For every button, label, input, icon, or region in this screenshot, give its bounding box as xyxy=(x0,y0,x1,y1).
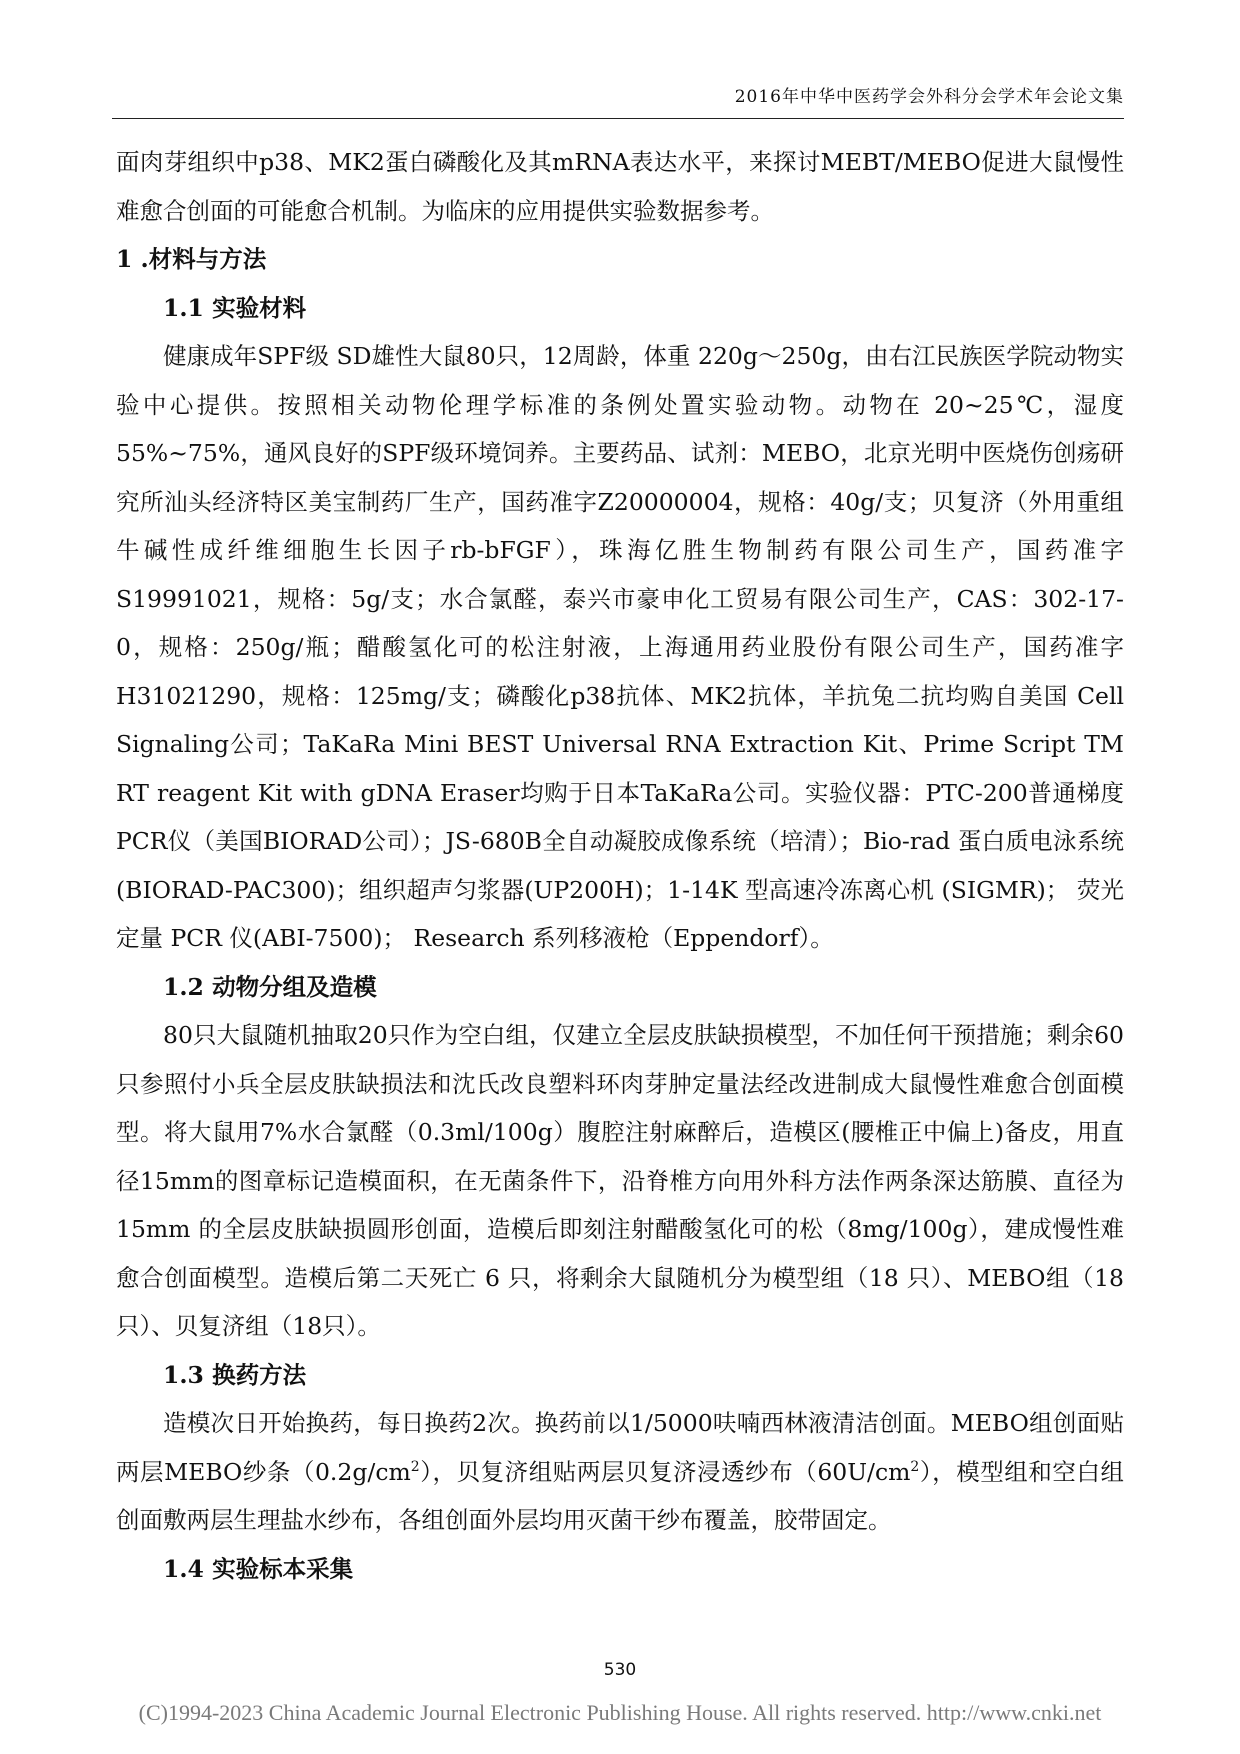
superscript-1: 2 xyxy=(410,1458,420,1475)
intro-paragraph: 面肉芽组织中p38、MK2蛋白磷酸化及其mRNA表达水平，来探讨MEBT/MEBO促进大鼠慢性难愈合创面的可能愈合机制。为临床的应用提供实验数据参考。 xyxy=(116,148,1124,225)
running-header: 2016年中华中医药学会外科分会学术年会论文集 xyxy=(734,87,1124,107)
body-text xyxy=(116,138,1124,1593)
section-heading-1: 1 .材料与方法 xyxy=(116,245,267,273)
section-heading-1-4: 1.4 实验标本采集 xyxy=(163,1554,354,1583)
page-number: 530 xyxy=(603,1660,637,1680)
section-heading-1-2: 1.2 动物分组及造模 xyxy=(163,972,377,1001)
copyright-footer: (C)1994-2023 China Academic Journal Electronic Publishing House. All rights reserved. http://www.cnki.net xyxy=(138,1700,1102,1725)
dressing-text-a: 造模次日开始换药，每日换药2次。换药前以1/5000呋喃西林液清洁创面。MEBO组创面贴两层MEBO纱条（0.2g/cm xyxy=(116,1409,1124,1486)
header-rule xyxy=(112,118,1124,119)
grouping-paragraph: 80只大鼠随机抽取20只作为空白组，仅建立全层皮肤缺损模型，不加任何干预措施；剩余60只参照付小兵全层皮肤缺损法和沈氏改良塑料环肉芽肿定量法经改进制成大鼠慢性难愈合创面模型。将大鼠用7%水合氯醛（0.3ml/100g）腹腔注射麻醉后，造模区(腰椎正中偏上)备皮，用直径15mm的图章标记造模面积，在无菌条件下，沿脊椎方向用外科方法作两条深达筋膜、直径为 15mm 的全层皮肤缺损圆形创面，造模后即刻注射醋酸氢化可的松（8mg/100g），建成慢性难愈合创面模型。造模后第二天死亡 6 只，将剩余大鼠随机分为模型组（18 只）、MEBO组（18只）、贝复济组（18只）。 xyxy=(116,1021,1124,1340)
dressing-text-b: ），贝复济组贴两层贝复济浸透纱布（60U/cm xyxy=(419,1457,911,1486)
superscript-2: 2 xyxy=(910,1458,920,1475)
dressing-paragraph xyxy=(116,1399,1124,1545)
materials-paragraph: 健康成年SPF级 SD雄性大鼠80只，12周龄，体重 220g～250g，由右江民族医学院动物实验中心提供。按照相关动物伦理学标准的条例处置实验动物。动物在 20~25℃，湿度55%~75%，通风良好的SPF级环境饲养。主要药品、试剂：MEBO，北京光明中医烧伤创疡研究所汕头经济特区美宝制药厂生产，国药准字Z20000004，规格：40g/支；贝复济（外用重组牛碱性成纤维细胞生长因子rb-bFGF），珠海亿胜生物制药有限公司生产，国药准字S19991021，规格：5g/支；水合氯醛，泰兴市豪申化工贸易有限公司生产，CAS：302-17-0，规格：250g/瓶；醋酸氢化可的松注射液，上海通用药业股份有限公司生产，国药准字H31021290，规格：125mg/支；磷酸化p38抗体、MK2抗体，羊抗兔二抗均购自美国 Cell Signaling公司；TaKaRa Mini BEST Universal RNA Extraction Kit、Prime Script TM RT reagent Kit with gDNA Eraser均购于日本TaKaRa公司。实验仪器：PTC-200普通梯度PCR仪（美国BIORAD公司）；JS-680B全自动凝胶成像系统（培清）；Bio-rad 蛋白质电泳系统(BIORAD-PAC300)；组织超声匀浆器(UP200H)；1-14K 型高速冷冻离心机 (SIGMR)； 荧光定量 PCR 仪(ABI-7500)； Research 系列移液枪（Eppendorf）。 xyxy=(116,342,1124,952)
section-heading-1-1: 1.1 实验材料 xyxy=(163,293,307,322)
section-heading-1-3: 1.3 换药方法 xyxy=(163,1360,307,1389)
dressing-text-c: ），模型组和空白组创面敷两层生理盐水纱布，各组创面外层均用灭菌干纱布覆盖，胶带固定。 xyxy=(116,1457,1125,1534)
